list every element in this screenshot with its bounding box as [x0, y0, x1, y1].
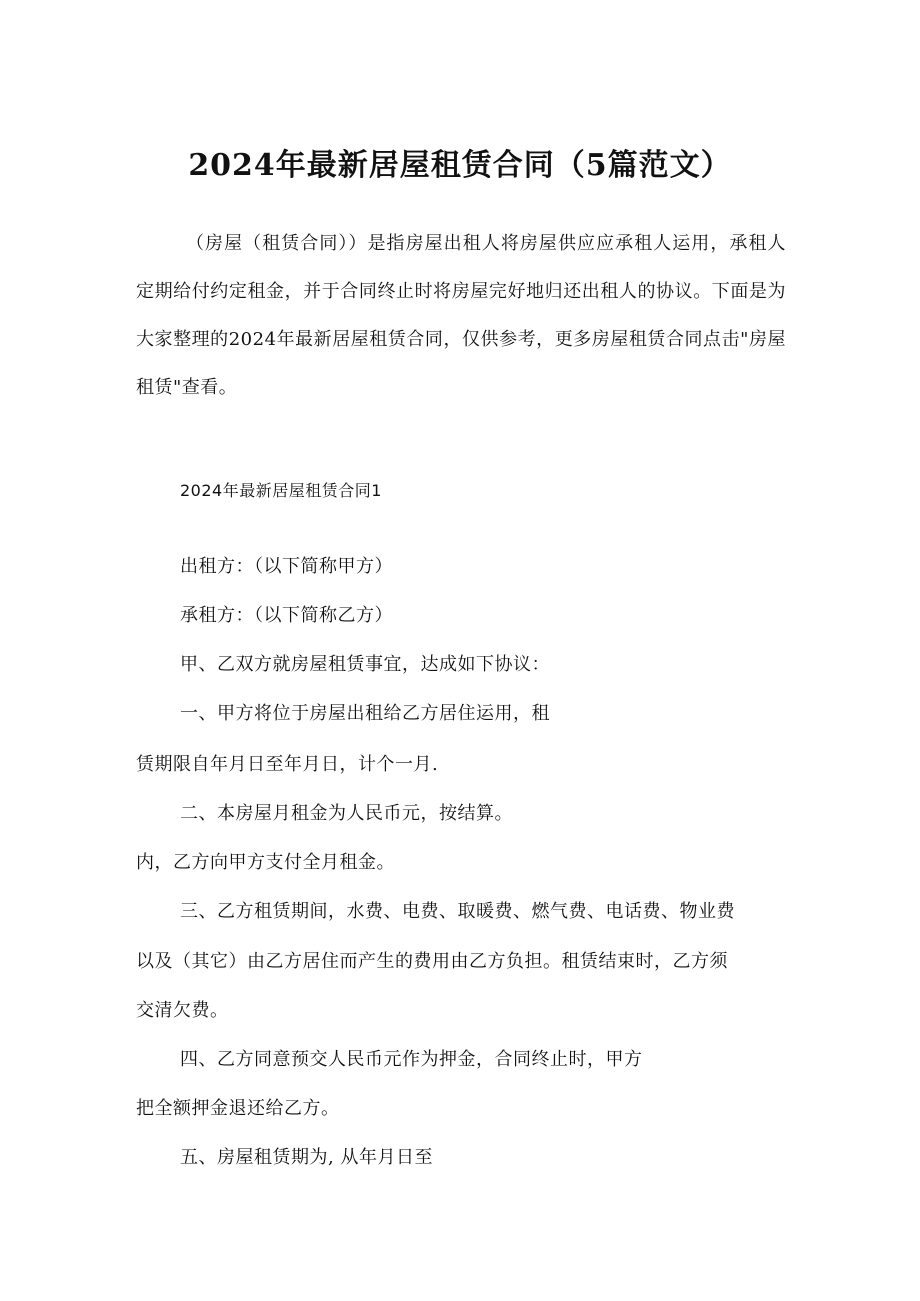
clause-line: 五、房屋租赁期为, 从年月日至	[180, 1147, 433, 1168]
clause-line: 甲、乙双方就房屋租赁事宜，达成如下协议：	[180, 654, 550, 675]
clause-line: 一、甲方将位于房屋出租给乙方居住运用，租	[180, 703, 550, 724]
section-heading: 2024年最新居屋租赁合同1	[180, 481, 382, 500]
clause-line: 承租方：（以下简称乙方）	[180, 605, 393, 626]
clause-line: 三、乙方租赁期间，水费、电费、取暖费、燃气费、电话费、物业费	[180, 901, 735, 922]
clause-line: 二、本房屋月租金为人民币元，按结算。	[180, 803, 513, 824]
clause-line: 出租方：（以下简称甲方）	[180, 556, 393, 577]
clause-line: 赁期限自年月日至年月日，计个一月.	[136, 754, 439, 775]
clause-line: 以及（其它）由乙方居住而产生的费用由乙方负担。租赁结束时，乙方须	[136, 951, 728, 972]
clause-line: 内，乙方向甲方支付全月租金。	[136, 852, 395, 873]
clause-line: 把全额押金退还给乙方。	[136, 1098, 340, 1119]
clause-line: 四、乙方同意预交人民币元作为押金，合同终止时，甲方	[180, 1049, 643, 1070]
document-title: 2024年最新居屋租赁合同（5篇范文）	[188, 148, 732, 183]
clause-line: 交清欠费。	[136, 1000, 229, 1021]
intro-paragraph: （房屋（租赁合同））是指房屋出租人将房屋供应应承租人运用，承租人定期给付约定租金，并于合同终止时将房屋完好地归还出租人的协议。下面是为大家整理的2024年最新居屋租赁合同，仅供参考，更多房屋租赁合同点击"房屋租赁"查看。	[136, 233, 786, 398]
